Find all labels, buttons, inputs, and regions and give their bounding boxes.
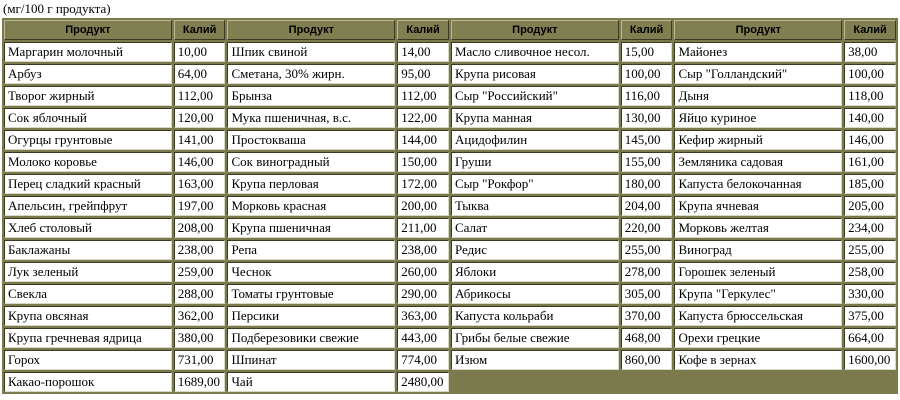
product-cell: Молоко коровье: [4, 152, 172, 172]
potassium-value-cell: 122,00: [397, 108, 449, 128]
potassium-value-cell: 161,00: [844, 152, 896, 172]
potassium-value-cell: 155,00: [621, 152, 673, 172]
potassium-value-cell: 443,00: [397, 328, 449, 348]
potassium-value-cell: 118,00: [844, 86, 896, 106]
empty-cell: [451, 372, 672, 392]
product-cell: Сыр "Рокфор": [451, 174, 619, 194]
product-cell: Апельсин, грейпфрут: [4, 196, 172, 216]
potassium-value-cell: 211,00: [397, 218, 449, 238]
product-cell: Майонез: [674, 42, 842, 62]
potassium-value-cell: 278,00: [621, 262, 673, 282]
product-cell: Крупа манная: [451, 108, 619, 128]
table-row: [4, 350, 896, 370]
potassium-value-cell: 330,00: [844, 284, 896, 304]
product-cell: Чай: [227, 372, 395, 392]
table-row: [4, 174, 896, 194]
potassium-value-cell: 130,00: [621, 108, 673, 128]
table-row: [4, 42, 896, 62]
table-row: [4, 196, 896, 216]
table-row: [4, 328, 896, 348]
product-cell: Абрикосы: [451, 284, 619, 304]
product-cell: Яйцо куриное: [674, 108, 842, 128]
product-cell: Огурцы грунтовые: [4, 130, 172, 150]
potassium-value-cell: 200,00: [397, 196, 449, 216]
product-cell: Свекла: [4, 284, 172, 304]
potassium-value-cell: 260,00: [397, 262, 449, 282]
column-header-product: Продукт: [451, 20, 619, 40]
potassium-value-cell: 238,00: [397, 240, 449, 260]
product-cell: Сыр "Российский": [451, 86, 619, 106]
potassium-value-cell: 375,00: [844, 306, 896, 326]
potassium-value-cell: 774,00: [397, 350, 449, 370]
column-header-product: Продукт: [4, 20, 172, 40]
potassium-value-cell: 363,00: [397, 306, 449, 326]
potassium-value-cell: 145,00: [621, 130, 673, 150]
column-header-product: Продукт: [227, 20, 395, 40]
potassium-value-cell: 255,00: [621, 240, 673, 260]
potassium-value-cell: 120,00: [174, 108, 226, 128]
potassium-value-cell: 205,00: [844, 196, 896, 216]
potassium-value-cell: 370,00: [621, 306, 673, 326]
potassium-value-cell: 146,00: [174, 152, 226, 172]
product-cell: Сок яблочный: [4, 108, 172, 128]
potassium-value-cell: 141,00: [174, 130, 226, 150]
potassium-value-cell: 1689,00: [174, 372, 226, 392]
table-row: [4, 130, 896, 150]
potassium-table: [2, 18, 898, 394]
potassium-value-cell: 10,00: [174, 42, 226, 62]
product-cell: Виноград: [674, 240, 842, 260]
potassium-value-cell: 238,00: [174, 240, 226, 260]
product-cell: Земляника садовая: [674, 152, 842, 172]
product-cell: Морковь желтая: [674, 218, 842, 238]
product-cell: Морковь красная: [227, 196, 395, 216]
potassium-value-cell: 15,00: [621, 42, 673, 62]
table-row: [4, 152, 896, 172]
table-row: [4, 306, 896, 326]
potassium-value-cell: 146,00: [844, 130, 896, 150]
product-cell: Дыня: [674, 86, 842, 106]
potassium-value-cell: 112,00: [174, 86, 226, 106]
column-header-product: Продукт: [674, 20, 842, 40]
table-row: [4, 86, 896, 106]
potassium-value-cell: 38,00: [844, 42, 896, 62]
product-cell: Редис: [451, 240, 619, 260]
potassium-value-cell: 220,00: [621, 218, 673, 238]
product-cell: Изюм: [451, 350, 619, 370]
potassium-value-cell: 14,00: [397, 42, 449, 62]
potassium-value-cell: 664,00: [844, 328, 896, 348]
potassium-value-cell: 185,00: [844, 174, 896, 194]
table-row: [4, 284, 896, 304]
product-cell: Грибы белые свежие: [451, 328, 619, 348]
potassium-value-cell: 290,00: [397, 284, 449, 304]
potassium-value-cell: 163,00: [174, 174, 226, 194]
potassium-value-cell: 255,00: [844, 240, 896, 260]
potassium-value-cell: 362,00: [174, 306, 226, 326]
product-cell: Сыр "Голландский": [674, 64, 842, 84]
table-row: [4, 372, 896, 392]
product-cell: Лук зеленый: [4, 262, 172, 282]
column-header-potassium: Калий: [844, 20, 896, 40]
product-cell: Подберезовики свежие: [227, 328, 395, 348]
product-cell: Сметана, 30% жирн.: [227, 64, 395, 84]
product-cell: Репа: [227, 240, 395, 260]
product-cell: Крупа перловая: [227, 174, 395, 194]
potassium-value-cell: 258,00: [844, 262, 896, 282]
product-cell: Крупа "Геркулес": [674, 284, 842, 304]
potassium-value-cell: 305,00: [621, 284, 673, 304]
column-header-potassium: Калий: [174, 20, 226, 40]
product-cell: Персики: [227, 306, 395, 326]
potassium-value-cell: 1600,00: [844, 350, 896, 370]
product-cell: Шпинат: [227, 350, 395, 370]
potassium-value-cell: 100,00: [844, 64, 896, 84]
product-cell: Томаты грунтовые: [227, 284, 395, 304]
table-row: [4, 262, 896, 282]
empty-cell: [674, 372, 896, 392]
product-cell: Масло сливочное несол.: [451, 42, 619, 62]
product-cell: Крупа пшеничная: [227, 218, 395, 238]
potassium-value-cell: 731,00: [174, 350, 226, 370]
potassium-value-cell: 860,00: [621, 350, 673, 370]
table-row: [4, 218, 896, 238]
table-row: [4, 64, 896, 84]
potassium-value-cell: 208,00: [174, 218, 226, 238]
product-cell: Кефир жирный: [674, 130, 842, 150]
product-cell: Крупа ячневая: [674, 196, 842, 216]
table-row: [4, 108, 896, 128]
product-cell: Кофе в зернах: [674, 350, 842, 370]
product-cell: Горох: [4, 350, 172, 370]
product-cell: Крупа рисовая: [451, 64, 619, 84]
product-cell: Творог жирный: [4, 86, 172, 106]
product-cell: Брынза: [227, 86, 395, 106]
product-cell: Капуста брюссельская: [674, 306, 842, 326]
product-cell: Простокваша: [227, 130, 395, 150]
product-cell: Какао-порошок: [4, 372, 172, 392]
product-cell: Яблоки: [451, 262, 619, 282]
potassium-value-cell: 144,00: [397, 130, 449, 150]
product-cell: Орехи грецкие: [674, 328, 842, 348]
product-cell: Перец сладкий красный: [4, 174, 172, 194]
product-cell: Тыква: [451, 196, 619, 216]
product-cell: Мука пшеничная, в.с.: [227, 108, 395, 128]
table-caption: (мг/100 г продукта): [3, 1, 111, 16]
product-cell: Шпик свиной: [227, 42, 395, 62]
product-cell: Капуста кольраби: [451, 306, 619, 326]
product-cell: Крупа гречневая ядрица: [4, 328, 172, 348]
potassium-value-cell: 140,00: [844, 108, 896, 128]
product-cell: Чеснок: [227, 262, 395, 282]
potassium-value-cell: 380,00: [174, 328, 226, 348]
potassium-value-cell: 259,00: [174, 262, 226, 282]
table-row: [4, 240, 896, 260]
product-cell: Салат: [451, 218, 619, 238]
potassium-value-cell: 64,00: [174, 64, 226, 84]
table-body: [4, 42, 896, 392]
potassium-value-cell: 2480,00: [397, 372, 449, 392]
product-cell: Маргарин молочный: [4, 42, 172, 62]
product-cell: Горошек зеленый: [674, 262, 842, 282]
product-cell: Арбуз: [4, 64, 172, 84]
product-cell: Крупа овсяная: [4, 306, 172, 326]
potassium-value-cell: 112,00: [397, 86, 449, 106]
potassium-value-cell: 180,00: [621, 174, 673, 194]
potassium-value-cell: 116,00: [621, 86, 673, 106]
potassium-value-cell: 468,00: [621, 328, 673, 348]
product-cell: Сок виноградный: [227, 152, 395, 172]
potassium-value-cell: 95,00: [397, 64, 449, 84]
potassium-value-cell: 172,00: [397, 174, 449, 194]
potassium-value-cell: 197,00: [174, 196, 226, 216]
column-header-potassium: Калий: [621, 20, 673, 40]
product-cell: Хлеб столовый: [4, 218, 172, 238]
product-cell: Баклажаны: [4, 240, 172, 260]
potassium-value-cell: 204,00: [621, 196, 673, 216]
header-row: [4, 20, 896, 40]
product-cell: Груши: [451, 152, 619, 172]
product-cell: Капуста белокочанная: [674, 174, 842, 194]
potassium-value-cell: 100,00: [621, 64, 673, 84]
product-cell: Ацидофилин: [451, 130, 619, 150]
potassium-value-cell: 234,00: [844, 218, 896, 238]
potassium-value-cell: 150,00: [397, 152, 449, 172]
column-header-potassium: Калий: [397, 20, 449, 40]
potassium-value-cell: 288,00: [174, 284, 226, 304]
